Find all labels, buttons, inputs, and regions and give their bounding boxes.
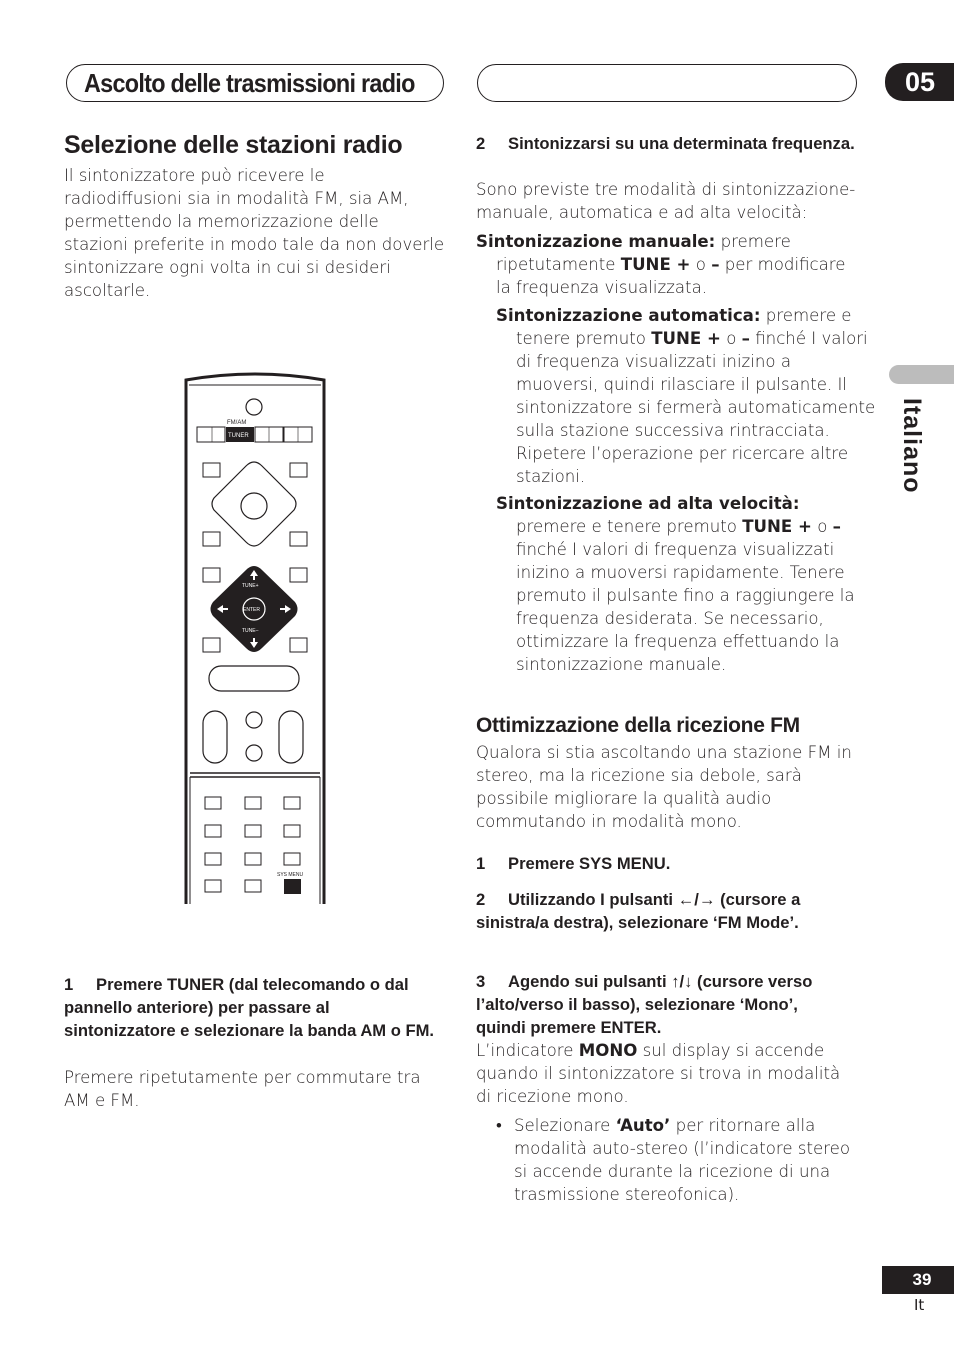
manual-tuning: Sintonizzazione manuale: premere ripetutamente TUNE + o – per modificare la frequenza visualizzata.	[476, 232, 846, 297]
remote-grid-button	[245, 853, 261, 865]
bullet-icon: •	[496, 1116, 502, 1135]
remote-square-button	[203, 638, 220, 652]
remote-upper-dpad	[212, 462, 296, 546]
remote-grid-button	[205, 825, 221, 837]
remote-tune-minus-label: TUNE–	[242, 628, 259, 634]
remote-round-button-icon	[246, 399, 262, 415]
remote-left-rocker	[203, 711, 227, 763]
fm-step3: 3 Agendo sui pulsanti ↑/↓ (cursore verso l’alto/verso il basso), selezionare ‘Mono’, quindi premere ENTER.	[476, 972, 813, 1037]
fm-intro: Qualora si stia ascoltando una stazione FM in stereo, ma la ricezione sia debole, sarà possibile migliorare la qualità audio commutando in modalità mono.	[476, 743, 852, 831]
remote-grid-button	[245, 797, 261, 809]
step2-title: 2 Sintonizzarsi su una determinata frequenza.	[476, 134, 855, 153]
remote-upper-dpad-center	[241, 493, 267, 519]
step2-body: Sono previste tre modalità di sintonizzazione-manuale, automatica e ad alta velocità:	[476, 180, 856, 222]
remote-square-button	[290, 532, 307, 546]
step1-title: 1 Premere TUNER (dal telecomando o dal pannello anteriore) per passare al sintonizzatore e selezionare la banda AM o FM.	[64, 975, 435, 1040]
remote-control-illustration	[180, 370, 330, 910]
remote-square-button	[290, 638, 307, 652]
remote-grid-button	[205, 880, 221, 892]
header-blank-pill	[477, 64, 857, 102]
fast-tuning-label: Sintonizzazione ad alta velocità:	[496, 494, 800, 513]
remote-tuner-label: TUNER	[228, 433, 249, 439]
fast-tuning-body: premere e tenere premuto TUNE + o – finché I valori di frequenza visualizzati inizino a muoversi rapidamente. Tenere premuto il pulsante fino a raggiungere la frequenza desiderata. Se necessario, ottimizzare la frequenza effettuando la sintonizzazione manuale.	[516, 517, 855, 674]
fm-step2: 2 Utilizzando I pulsanti ←/→ (cursore a sinistra/a destra), selezionare ‘FM Mode’.	[476, 890, 801, 932]
remote-grid-button	[205, 797, 221, 809]
remote-right-rocker	[279, 711, 303, 763]
remote-grid-button	[284, 853, 300, 865]
intro-paragraph: Il sintonizzatore può ricevere le radiodiffusioni sia in modalità FM, sia AM, permettendo la memorizzazione delle stazioni preferite in modo tale da non doverle sintonizzare ogni volta in cui si desideri ascoltarle.	[64, 166, 445, 300]
remote-square-button	[203, 568, 220, 582]
remote-square-button	[203, 532, 220, 546]
remote-grid-button	[205, 853, 221, 865]
remote-square-button	[203, 463, 220, 477]
step1-body: Premere ripetutamente per commutare tra AM e FM.	[64, 1068, 421, 1110]
page-number: 39	[882, 1266, 954, 1294]
header-title: Ascolto delle trasmissioni radio	[84, 68, 415, 98]
remote-small-round-button	[246, 745, 262, 761]
language-tab	[889, 365, 954, 384]
remote-grid-button	[245, 825, 261, 837]
fm-step3-body: L’indicatore MONO sul display si accende quando il sintonizzatore si trova in modalità di ricezione mono.	[476, 1041, 841, 1106]
chapter-number: 05	[885, 63, 954, 101]
left-right-arrows-icon: ←/→	[677, 890, 716, 909]
section-title: Selezione delle stazioni radio	[64, 131, 403, 159]
remote-enter-label: ENTER	[243, 607, 260, 613]
auto-tuning: Sintonizzazione automatica: premere e tenere premuto TUNE + o – finché I valori di frequenza visualizzati inizino a muoversi, quindi rilasciare il pulsante. Il sintonizzatore si fermerà automaticamente sulla stazione successiva rintracciata. Ripetere l’operazione per ricercare altre stazioni.	[496, 306, 876, 486]
page-language-code: It	[914, 1296, 925, 1314]
remote-long-button	[209, 666, 299, 691]
remote-small-round-button	[246, 712, 262, 728]
up-down-arrows-icon: ↑/↓	[671, 972, 693, 991]
language-label: Italiano	[898, 398, 926, 494]
remote-function-button	[197, 427, 225, 442]
remote-sys-menu-label: SYS MENU	[277, 872, 304, 878]
fm-section-title: Ottimizzazione della ricezione FM	[476, 714, 800, 737]
remote-square-button	[290, 463, 307, 477]
auto-bullet: • Selezionare ‘Auto’ per ritornare alla modalità auto-stereo (l’indicatore stereo si accende durante la ricezione di una trasmissione stereofonica).	[496, 1116, 850, 1204]
remote-fm-am-label: FM/AM	[227, 420, 247, 426]
remote-tune-plus-label: TUNE+	[242, 583, 259, 589]
fm-step1: 1 Premere SYS MENU.	[476, 854, 671, 873]
remote-grid-button	[284, 797, 300, 809]
remote-sys-menu-button	[284, 879, 301, 894]
remote-grid-button	[245, 880, 261, 892]
remote-grid-button	[284, 825, 300, 837]
remote-square-button	[290, 568, 307, 582]
